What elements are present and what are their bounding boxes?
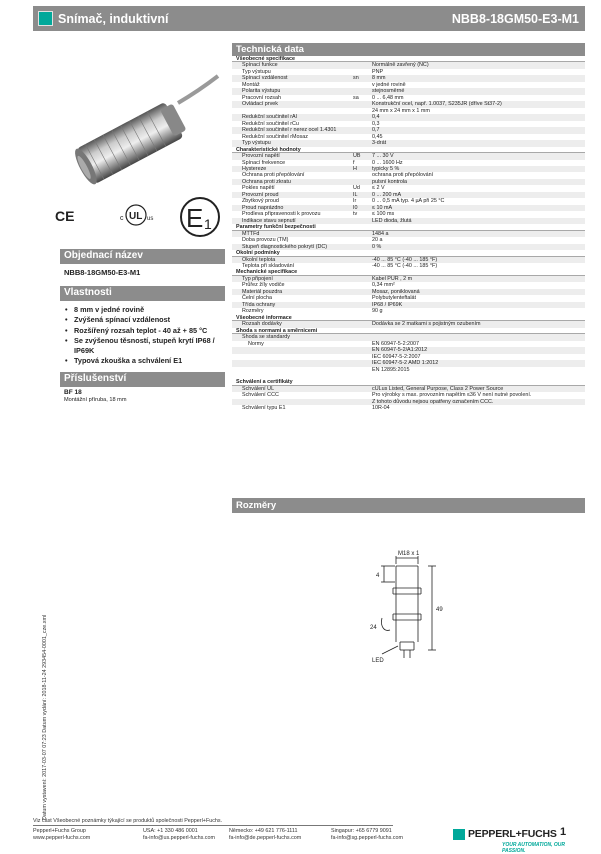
- footer-contact-group: Pepperl+Fuchs Group www.pepperl-fuchs.com: [33, 828, 91, 841]
- footer-contact-de: Německo: +49 621 776-1111 fa-info@de.pepperl-fuchs.com: [229, 828, 302, 841]
- spec-row: Schválení typu E1 10R-04: [242, 405, 390, 412]
- dimension-drawing: [232, 514, 585, 714]
- spec-section-header: Shoda s normami a směrnicemi: [232, 328, 585, 334]
- svg-text:1: 1: [204, 216, 212, 232]
- spec-section-header: Parametry funkční bezpečnosti: [232, 224, 585, 230]
- spec-row: Normy EN 60947-5-2:2007: [248, 340, 420, 347]
- features-list: [64, 305, 224, 367]
- order-name: NBB8-18GM50-E3-M1: [64, 268, 141, 277]
- tech-data-title: Technická data: [232, 43, 585, 56]
- spec-row: Montáž v jedné rovině: [242, 81, 406, 88]
- pepperl-fuchs-logo: PEPPERL+FUCHS YOUR AUTOMATION, OUR PASSION.: [453, 827, 573, 852]
- spec-row: Schválení CCC Pro výrobky s max. provozním napětím ≤36 V není nutné povolení.: [242, 392, 532, 399]
- spec-row: Pokles napětí Ud ≤ 2 V: [242, 185, 385, 192]
- spec-section-header: Všeobecné specifikace: [232, 56, 585, 62]
- spec-row: Rozsah dodávky Dodávka se 2 matkami s pojistným ozubením: [232, 321, 585, 327]
- page-footer: [33, 818, 585, 854]
- features-section-title: Vlastnosti: [60, 286, 225, 301]
- svg-text:c: c: [120, 215, 124, 222]
- spec-row: Proud naprázdno I0 ≤ 10 mA: [232, 205, 585, 211]
- spec-row: Materiál pouzdra Mosaz, poniklovaná: [232, 289, 585, 295]
- spec-row: IEC 60947-5-2 AMD 1:2012: [232, 360, 585, 366]
- spec-row: Doba provozu (TM) 20 a: [242, 237, 383, 244]
- feature-item: • Typová zkouška a schválení E1: [64, 356, 224, 365]
- spec-section-header: Okolní podmínky: [232, 250, 585, 256]
- spec-row: Pracovní rozsah sa 0 ... 6,48 mm: [242, 94, 404, 101]
- spec-row: EN 60947-5-2/A1:2012: [232, 347, 585, 353]
- svg-text:24: 24: [370, 625, 377, 631]
- spec-row: Průřez žíly vodiče 0,34 mm²: [242, 282, 395, 289]
- order-section-title: Objednací název: [60, 249, 225, 264]
- accessory-description: Montážní příruba, 18 mm: [64, 397, 127, 403]
- spec-section-header: Mechanické specifikace: [232, 269, 585, 275]
- footer-link[interactable]: fa-info@de.pepperl-fuchs.com: [229, 835, 302, 841]
- sensor-photo: [60, 68, 220, 198]
- dimensions-title: Rozměry: [232, 498, 585, 513]
- spec-row: 24 mm x 24 mm x 1 mm: [372, 107, 430, 114]
- spec-row: Prodleva připravenosti k provozu tv ≤ 100 ms: [242, 211, 395, 218]
- feature-item: • 8 mm v jedné rovině: [64, 305, 224, 314]
- footer-contact-usa: USA: +1 330 486 0001 fa-info@us.pepperl-fuchs.com: [143, 828, 215, 841]
- spec-row: Ochrana proti zkratu pulsní kontrola: [232, 179, 585, 185]
- accessories-section-title: Příslušenství: [60, 372, 225, 387]
- issue-date-note: Datum vystavení: 2017-03-07 07:23 Datum vydání: 2018-11-24 293454-0001_cze.xml: [42, 614, 48, 820]
- svg-text:49: 49: [436, 607, 443, 613]
- spec-row: Třída ochrany IP68 / IP69K: [232, 302, 585, 308]
- spec-row: Spínací frekvence f 0 ... 1600 Hz: [242, 159, 403, 166]
- spec-row: Okolní teplota -40 ... 85 °C (-40 ... 185 °F): [232, 257, 585, 263]
- header-square-icon: [38, 11, 53, 26]
- header-title: Snímač, induktivní: [58, 11, 169, 26]
- feature-item: • Rozšířený rozsah teplot - 40 až + 85 °C: [64, 326, 224, 335]
- spec-row: Schválení UL cULus Listed, General Purpose, Class 2 Power Source: [232, 386, 585, 392]
- spec-row: Spínací vzdálenost sn 8 mm: [232, 75, 585, 81]
- svg-text:4: 4: [376, 573, 380, 579]
- spec-row: Teplota při skladování -40 ... 85 °C (-40 ... 185 °F): [242, 263, 438, 269]
- spec-row: Zbytkový proud Ir 0 ... 0,5 mA typ. 4 µA při 25 °C: [242, 198, 445, 205]
- spec-section-header: Všeobecné informace: [232, 315, 585, 321]
- spec-row: Z tohoto důvodu nejsou opatřeny označením CCC.: [232, 399, 585, 405]
- feature-item: • Zvýšená spínací vzdálenost: [64, 315, 224, 324]
- ul-mark: UL: [129, 211, 143, 222]
- ce-mark: CE: [55, 208, 75, 224]
- spec-row: Redukční součinitel rCu 0,3: [242, 120, 380, 127]
- spec-row: Hystereze H typicky 5 %: [232, 166, 585, 172]
- footer-contact-sg: Singapur: +65 6779 9091 fa-info@sg.pepperl-fuchs.com: [331, 828, 403, 841]
- spec-row: Typ výstupu PNP: [242, 68, 384, 75]
- spec-row: Ovládací prvek Konstrukční ocel, např. 1.0037, S235JR (dříve St37-2): [232, 101, 585, 107]
- spec-row: Provozní napětí UB 7 ... 30 V: [232, 153, 585, 159]
- spec-section-header: Charakteristické hodnoty: [232, 147, 585, 153]
- spec-row: Typ připojení Kabel PUR , 2 m: [232, 276, 585, 282]
- svg-text:us: us: [147, 216, 154, 222]
- spec-table: [232, 56, 585, 412]
- page-number: 1: [560, 826, 567, 838]
- spec-row: Ochrana proti přepólování ochrana proti přepólování: [242, 172, 434, 179]
- spec-row: Rozměry 90 g: [242, 308, 383, 315]
- spec-row: Redukční součinitel rMosaz 0,45: [242, 133, 383, 140]
- page-header: [33, 6, 585, 31]
- spec-row: Indikace stavu sepnutí LED dioda, žlutá: [232, 218, 585, 224]
- spec-row: Shoda se standardy: [232, 334, 585, 340]
- svg-text:LED: LED: [372, 658, 384, 664]
- spec-row: IEC 60947-5-2:2007: [372, 353, 421, 360]
- footer-note: Viz část Všeobecné poznámky týkající se produktů společnosti Pepperl+Fuchs.: [33, 818, 393, 826]
- spec-row: Redukční součinitel r nerez ocel 1.4301 0,7: [232, 127, 585, 133]
- spec-row: MTTFd 1484 a: [232, 231, 585, 237]
- certification-logos: [40, 197, 220, 239]
- footer-link[interactable]: fa-info@us.pepperl-fuchs.com: [143, 835, 215, 841]
- e1-mark: E: [186, 203, 204, 233]
- spec-row: Typ výstupu 3-drát: [232, 140, 585, 146]
- spec-row: EN 12895:2015: [372, 366, 410, 373]
- accessory-name[interactable]: BF 18: [64, 389, 82, 396]
- spec-row: Stupeň diagnostického pokrytí (DC) 0 %: [232, 244, 585, 250]
- spec-row: Čelní plocha Polybutylenteftalát: [242, 295, 417, 302]
- logo-mark-icon: [453, 829, 465, 840]
- spec-row: Provozní proud IL 0 ... 200 mA: [232, 192, 585, 198]
- footer-link[interactable]: fa-info@sg.pepperl-fuchs.com: [331, 835, 403, 841]
- feature-item: • Se zvýšenou těsností, stupeň krytí IP68 / IP69K: [64, 336, 224, 354]
- spec-row: Polarita výstupu stejnosměrné: [232, 88, 585, 94]
- svg-text:M18 x 1: M18 x 1: [398, 551, 420, 557]
- spec-row: Spínací funkce Normálně zavřený (NC): [232, 62, 585, 68]
- spec-section-header: Schválení a certifikáty: [232, 379, 585, 385]
- footer-link[interactable]: www.pepperl-fuchs.com: [33, 835, 91, 841]
- spec-row: Redukční součinitel rAl 0,4: [232, 114, 585, 120]
- header-model: NBB8-18GM50-E3-M1: [451, 11, 579, 26]
